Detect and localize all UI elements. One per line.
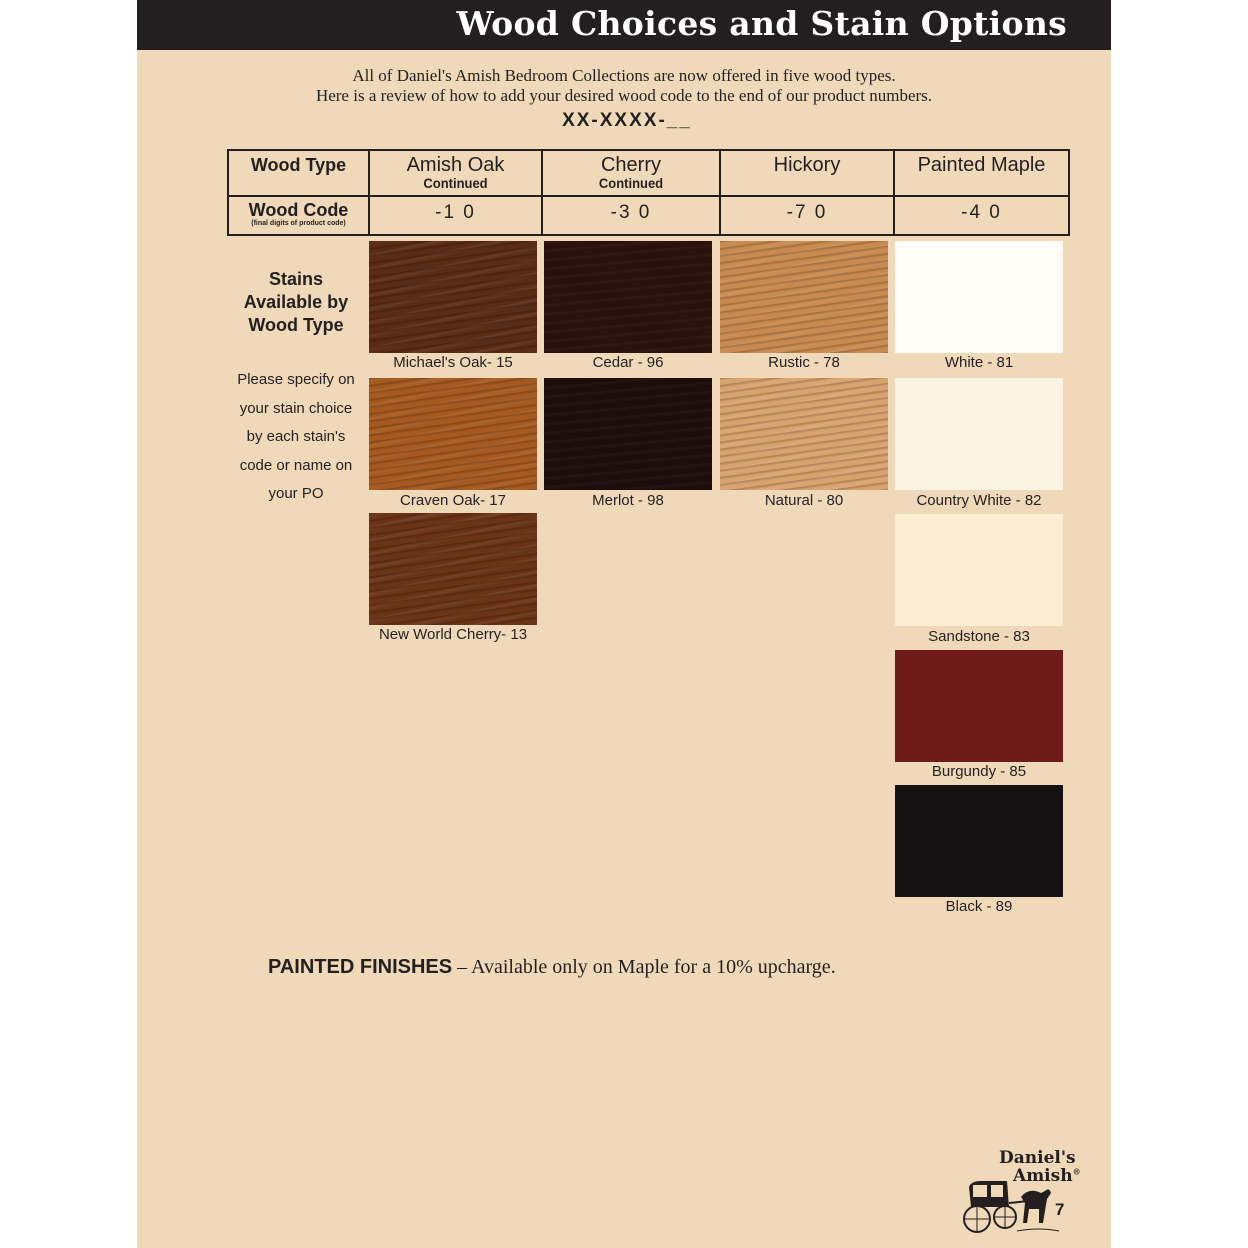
swatch-sandstone — [895, 514, 1063, 626]
stains-heading: Stains Available by Wood Type — [243, 269, 349, 335]
wood-type-table — [227, 149, 1070, 236]
wood-code-header: Wood Code (final digits of product code) — [228, 196, 369, 235]
swatch-label-white: White - 81 — [944, 354, 1014, 371]
logo-text-daniels: Daniel's — [999, 1148, 1076, 1168]
swatch-merlot — [544, 378, 712, 490]
swatch-label-merlot: Merlot - 98 — [592, 492, 664, 509]
code-cherry: -3 0 — [542, 196, 720, 235]
swatch-label-rustic: Rustic - 78 — [768, 354, 840, 371]
swatch-label-burgundy: Burgundy - 85 — [931, 763, 1027, 780]
swatch-natural — [720, 378, 888, 490]
wood-amish-oak: Amish Oak Continued — [369, 150, 542, 196]
logo-text-amish: Amish® — [1013, 1166, 1081, 1186]
swatch-label-cedar: Cedar - 96 — [592, 354, 664, 371]
specify-note: Please specify on your stain choice by each stain's code or name on your PO — [237, 371, 355, 503]
catalog-page — [137, 0, 1111, 1248]
swatch-label-craven-oak: Craven Oak- 17 — [400, 492, 506, 509]
swatch-label-country-white: Country White - 82 — [916, 492, 1042, 509]
wood-hickory: Hickory — [720, 150, 894, 196]
page-number: 7 — [1055, 1200, 1065, 1219]
swatch-label-black: Black - 89 — [945, 898, 1013, 915]
page-title: Wood Choices and Stain Options — [456, 4, 1067, 43]
swatch-label-michaels-oak: Michael's Oak- 15 — [393, 354, 513, 371]
swatch-label-sandstone: Sandstone - 83 — [928, 628, 1030, 645]
code-amish-oak: -1 0 — [369, 196, 542, 235]
swatch-black — [895, 785, 1063, 897]
wood-type-row — [228, 150, 1069, 196]
painted-finishes-note — [268, 956, 836, 979]
swatch-country-white — [895, 378, 1063, 490]
painted-finishes-key: PAINTED FINISHES — [268, 956, 453, 978]
swatch-label-new-world-cherry: New World Cherry- 13 — [378, 626, 528, 643]
wood-painted-maple: Painted Maple — [894, 150, 1069, 196]
code-painted-maple: -4 0 — [894, 196, 1069, 235]
painted-finishes-detail: – Available only on Maple for a 10% upcharge. — [452, 956, 836, 978]
swatch-rustic — [720, 241, 888, 353]
intro-text — [137, 66, 1111, 106]
swatch-michaels-oak — [369, 241, 537, 353]
swatch-craven-oak — [369, 378, 537, 490]
intro-line-2: Here is a review of how to add your desired wood code to the end of our product numbers. — [315, 86, 933, 105]
intro-line-1: All of Daniel's Amish Bedroom Collections are now offered in five wood types. — [352, 66, 896, 85]
swatch-burgundy — [895, 650, 1063, 762]
wood-code-row — [228, 196, 1069, 235]
swatch-label-natural: Natural - 80 — [764, 492, 844, 509]
product-code-pattern: XX-XXXX-__ — [562, 110, 692, 131]
code-hickory: -7 0 — [720, 196, 894, 235]
wood-cherry: Cherry Continued — [542, 150, 720, 196]
swatch-new-world-cherry — [369, 513, 537, 625]
swatch-cedar — [544, 241, 712, 353]
header-bar — [137, 0, 1111, 50]
swatch-white — [895, 241, 1063, 353]
wood-type-header: Wood Type — [228, 150, 369, 196]
